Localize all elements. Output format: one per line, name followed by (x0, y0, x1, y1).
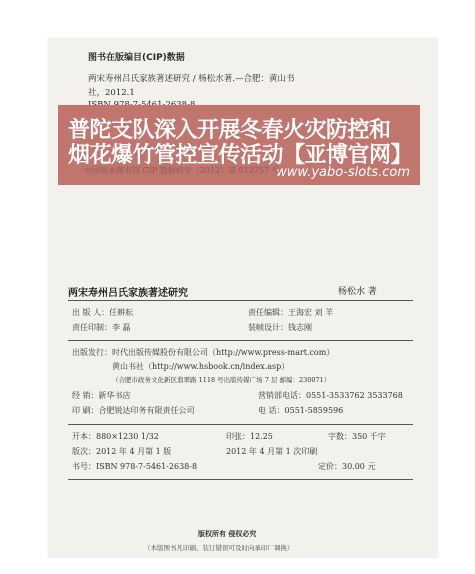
press-name: 黄山书社（http://www.hsbook.cn/index.asp） (112, 362, 290, 371)
responsible-editor: 责任编辑：王海宏 刘 羊 (248, 308, 334, 317)
printing: 2012 年 4 月第 1 次印刷 (226, 447, 318, 456)
edition: 版次：2012 年 4 月第 1 版 (72, 447, 172, 456)
book-isbn: 书号：ISBN 978-7-5461-2638-8 (72, 462, 198, 471)
book-title: 两宋寿州吕氏家族著述研究 (68, 288, 188, 299)
title-divider (68, 300, 413, 301)
print-supervisor: 责任印制：李 磊 (72, 323, 131, 332)
sales-phone: 营销部电话：0551-3533762 3533768 (258, 391, 403, 400)
print-sheets: 印张：12.25 (226, 432, 273, 441)
cip-record-number: 中国版本图书馆 CIP 数据核字（2012）第 012757 号 (84, 166, 280, 175)
word-count: 字数：350 千字 (328, 432, 386, 441)
cip-line-2: 社，2012.1 (88, 88, 135, 98)
book-author: 杨松水 著 (338, 287, 377, 297)
edition-divider (68, 479, 413, 480)
banner-line-2: 烟花爆竹管控宣传活动【亚博官网】 (68, 143, 413, 168)
book-format: 开本：880×1230 1/32 (72, 432, 159, 441)
printer: 印 刷：合肥锐达印务有限责任公司 (72, 406, 195, 415)
print-divider (68, 424, 413, 425)
banner-url[interactable]: www.yabo-slots.com (276, 165, 410, 180)
rights-reserved: 版权所有 侵权必究 (198, 530, 257, 538)
cover-designer: 装帧设计：钱志刚 (248, 323, 312, 332)
distribution: 出版发行：时代出版传媒股份有限公司（http://www.press-mart.com） (72, 348, 335, 357)
book-price: 定价：30.00 元 (318, 462, 376, 471)
press-address: （合肥市政务文化新区翡翠路 1118 号出版传媒广场 7 层 邮编：230071） (112, 376, 331, 384)
printer-phone: 电 话：0551-5859596 (258, 406, 344, 415)
banner-line-1: 普陀支队深入开展冬春火灾防控和 (68, 118, 391, 143)
cip-line-1: 两宋寿州吕氏家族著述研究 / 杨松水著.—合肥：黄山书 (88, 74, 295, 84)
publisher-person: 出 版 人：任耕耘 (72, 308, 134, 317)
cip-heading: 图书在版编目(CIP)数据 (88, 53, 185, 63)
copyright-page (48, 38, 438, 558)
staff-divider (68, 340, 413, 341)
seller: 经 销：新华书店 (72, 391, 131, 400)
replacement-notice: （本版图书凡印刷、装订错误可及时向承印厂调换） (144, 544, 294, 552)
